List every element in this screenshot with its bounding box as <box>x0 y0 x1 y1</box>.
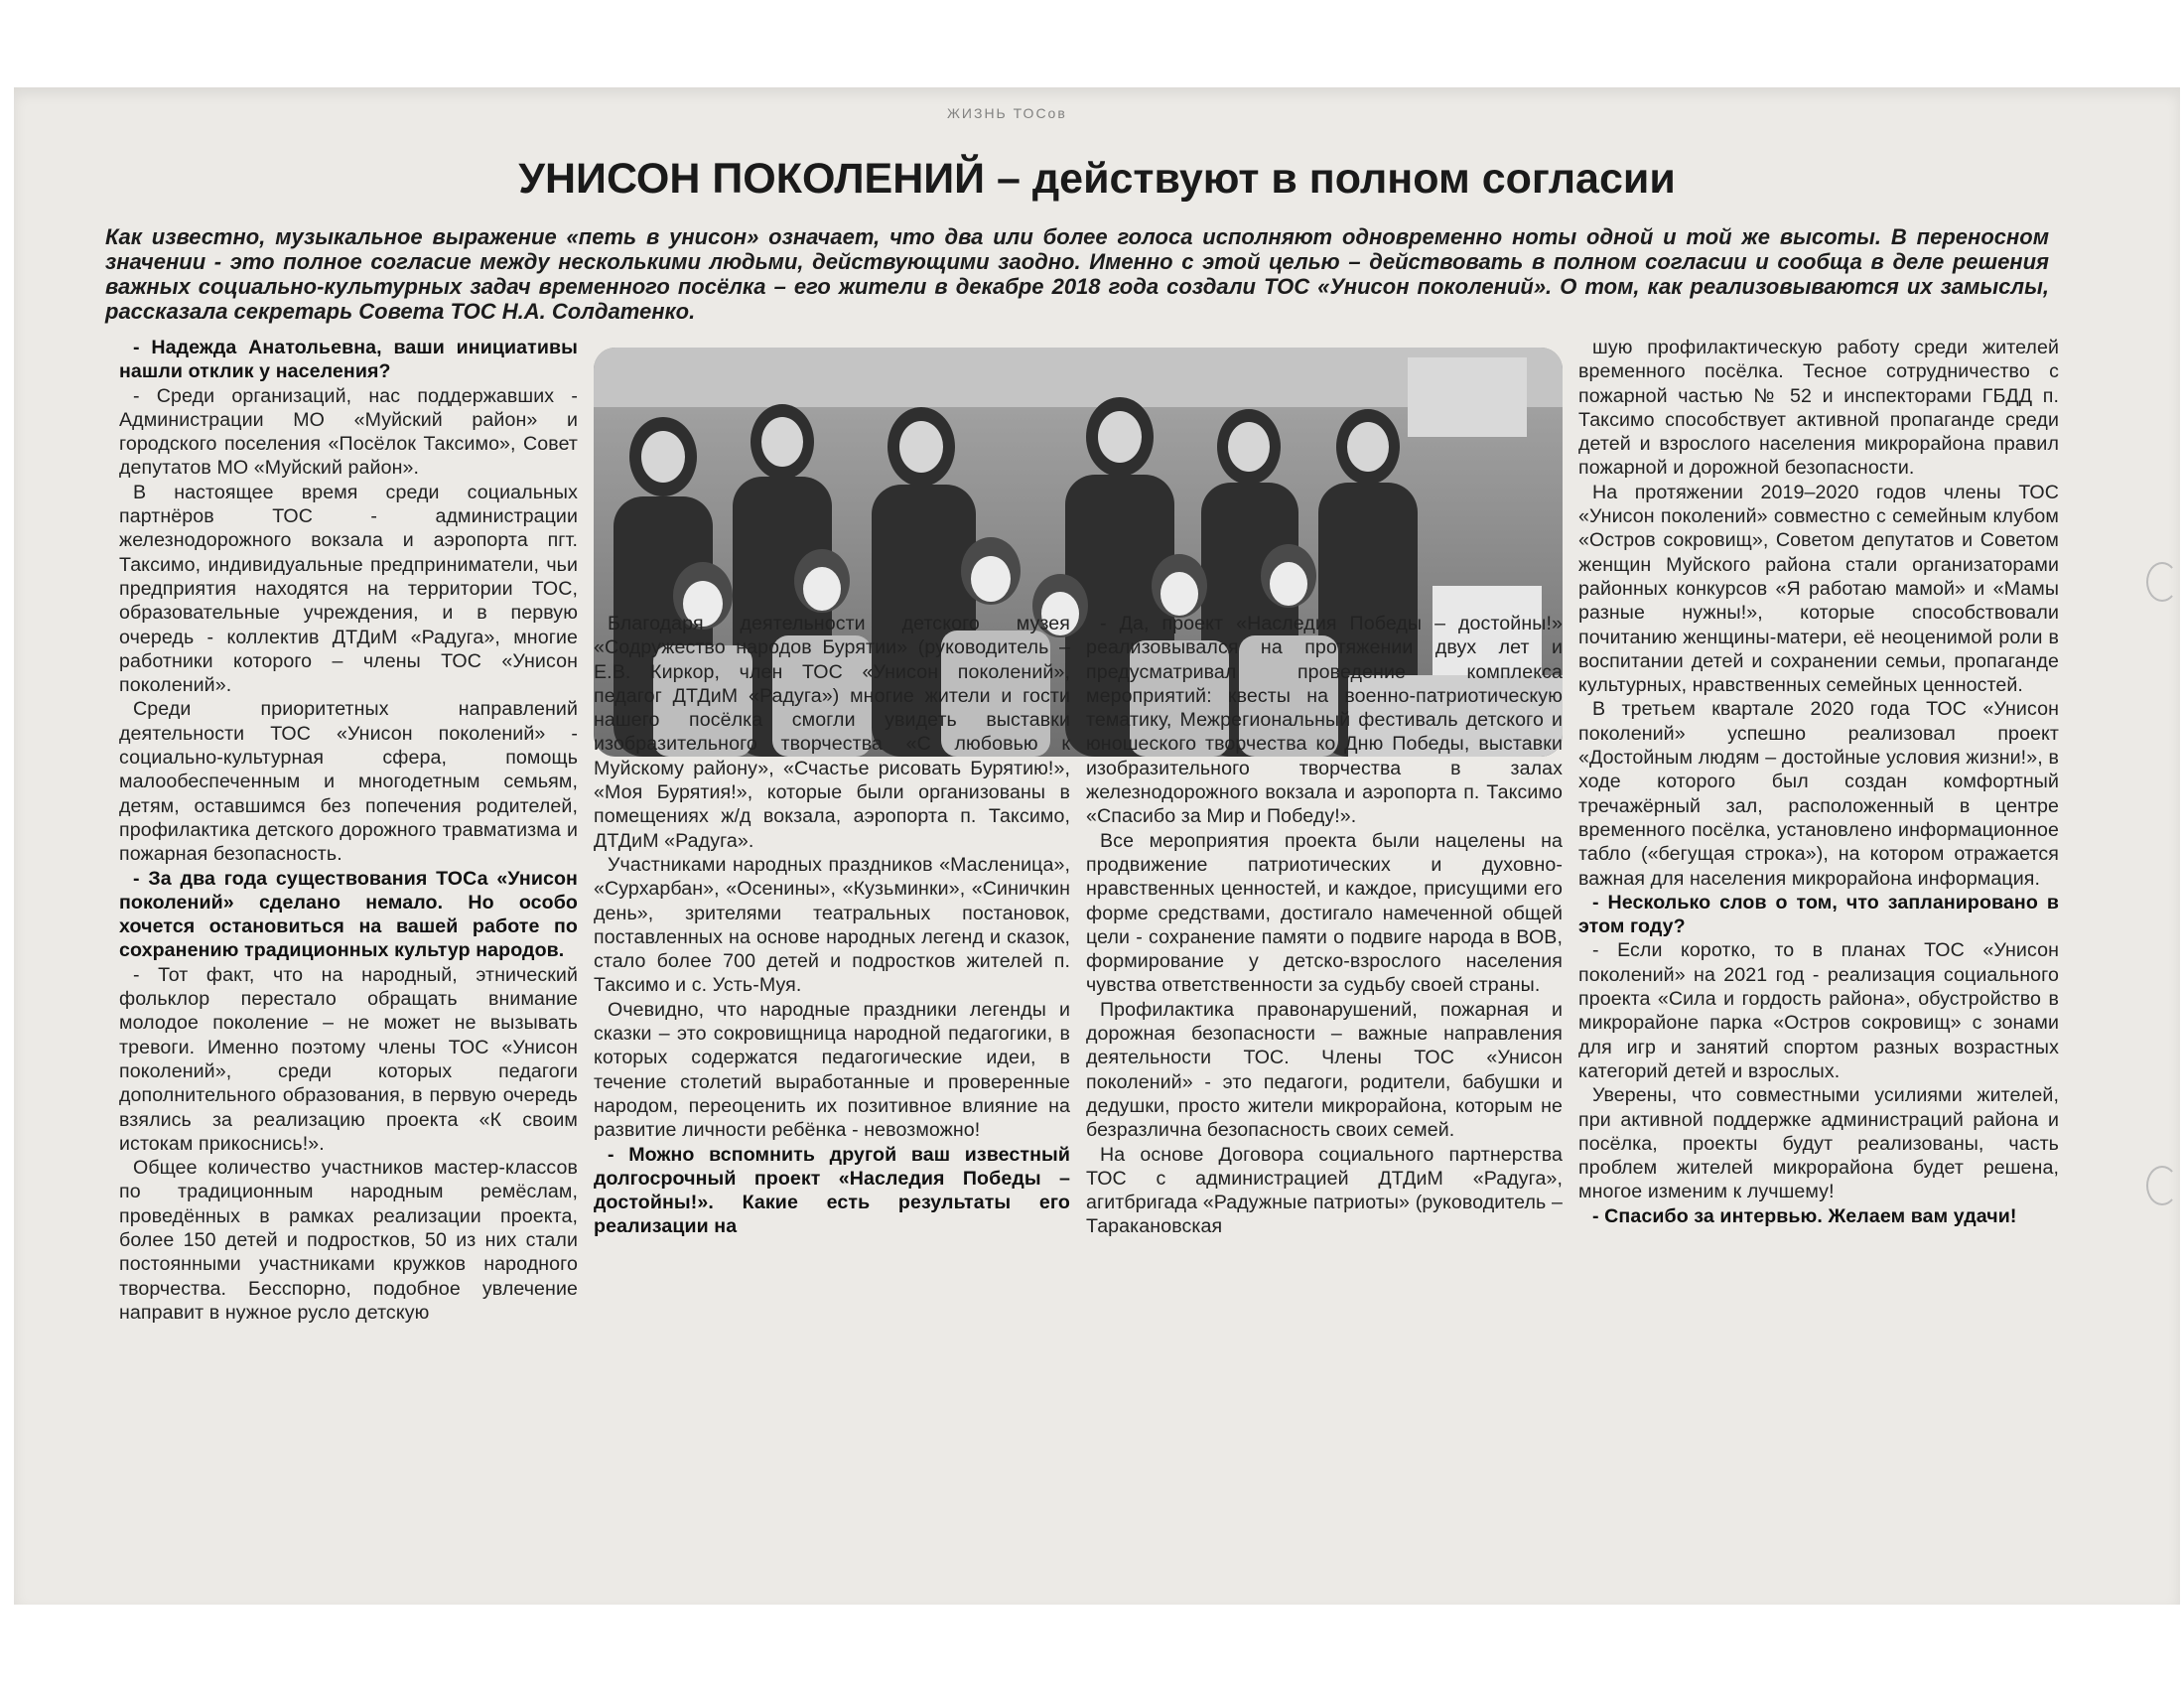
column-4 <box>1578 336 2059 1605</box>
article-paragraph: На протяжении 2019–2020 годов члены ТОС «Унисон поколений» совместно с семейным клубом «Остров сокровищ», Советом депутатов и Советом женщин Муйского района стали организаторами районных конкурсов «Я работаю мамой» и «Мамы разные нужны!», которые способствовали почитанию женщины-матери, её неоценимой роли в воспитании детей и сохранении семьи, пропаганде культурных, нравственных семейных ценностей. <box>1578 481 2059 697</box>
punch-hole-mark <box>2146 562 2178 602</box>
article-paragraph: - Да, проект «Наследия Победы – достойны!» реализовывался на протяжении двух лет и предусматривал проведение комплекса мероприятий: квесты на военно-патриотическую тематику, Межрегиональный фестиваль детского и юношеского творчества ко Дню Победы, выставки изобразительного творчества в залах железнодорожного вокзала и аэропорта п. Таксимо «Спасибо за Мир и Победу!». <box>1086 613 1563 828</box>
article-paragraph: Благодаря деятельности детского музея «Содружество народов Бурятии» (руководитель – Е.В. Киркор, член ТОС «Унисон поколений», педагог ДТДиМ «Радуга») многие жители и гости нашего посёлка смогли увидеть выставки изобразительного творчества «С любовью к Муйскому району», «Счастье рисовать Бурятию!», «Моя Бурятия!», которые были организованы в помещениях ж/д вокзала, аэропорта п. Таксимо, ДТДиМ «Радуга». <box>594 613 1070 852</box>
interview-question: - Несколько слов о том, что запланировано в этом году? <box>1578 891 2059 938</box>
interview-question: - За два года существования ТОСа «Унисон поколений» сделано немало. Но особо хочется остановиться на вашей работе по сохранению традиционных культур народов. <box>119 867 578 962</box>
article-paragraph: Профилактика правонарушений, пожарная и дорожная безопасности – важные направления деятельности ТОС. Члены ТОС «Унисон поколений» - это педагоги, родители, бабушки и дедушки, просто жители микрорайона, которым не безразлична безопасность своих семей. <box>1086 998 1563 1142</box>
article-lead: Как известно, музыкальное выражение «петь в унисон» означает, что два или более голоса исполняют одновременно ноты одной и той же высоты. В переносном значении - это полное согласие между несколькими людьми, действующими заодно. Именно с этой целью – действовать в полном согласии и сообща в деле решения важных социально-культурных задач временного посёлка – его жители в декабре 2018 года создали ТОС «Унисон поколений». О том, как реализовываются их замыслы, рассказала секретарь Совета ТОС Н.А. Солдатенко. <box>105 224 2049 324</box>
interview-question: - Спасибо за интервью. Желаем вам удачи! <box>1592 1204 2017 1227</box>
article-paragraph: В третьем квартале 2020 года ТОС «Унисон поколений» успешно реализовал проект «Достойным людям – достойные условия жизни!», в ходе которого был создан комфортный тречажёрный зал, расположенный в центре временного посёлка, установлено информационное табло («бегущая строка»), на котором отражается важная для населения микрорайона информация. <box>1578 698 2059 890</box>
article-paragraph: Общее количество участников мастер-классов по традиционным народным ремёслам, проведённых в рамках реализации проекта, более 150 детей и подростков, 50 из них стали постоянными участниками кружков народного творчества. Бесспорно, подобное увлечение направит в нужное русло детскую <box>119 1157 578 1324</box>
article-paragraph: Среди приоритетных направлений деятельности ТОС «Унисон поколений» - социально-культурная сфера, помощь малообеспеченным и многодетным семьям, детям, оставшимся без попечения родителей, профилактика детского дорожного травматизма и пожарная безопасность. <box>119 698 578 866</box>
article-paragraph: В настоящее время среди социальных партнёров ТОС - администрации железнодорожного вокзала и аэропорта пгт. Таксимо, индивидуальные предприниматели, чьи предприятия находятся на территории ТОС, образовательные учреждения, и в первую очередь - коллектив ДТДиМ «Радуга», многие работники которого – члены ТОС «Унисон поколений». <box>119 481 578 697</box>
article-paragraph: - Тот факт, что на народный, этнический фольклор перестало обращать внимание молодое поколение – не может не вызывать тревоги. Именно поэтому члены ТОС «Унисон поколений», среди которых педагоги дополнительного образования, в первую очередь взялись за реализацию проекта «К своим истокам прикоснись!». <box>119 963 578 1155</box>
interview-question: - Можно вспомнить другой ваш известный долгосрочный проект «Наследия Победы – достойны!». Какие есть результаты его реализации на <box>594 1143 1070 1238</box>
article-paragraph: Уверены, что совместными усилиями жителей, при активной поддержке администраций района и посёлка, проекты будут реализованы, часть проблем жителей микрорайона будет решена, многое изменим к лучшему! <box>1578 1084 2059 1203</box>
article-paragraph: шую профилактическую работу среди жителей временного посёлка. Тесное сотрудничество с пожарной частью № 52 и инспекторами ГБДД п. Таксимо способствует активной пропаганде среди детей и взрослого населения микрорайона правил пожарной и дорожной безопасности. <box>1578 337 2059 480</box>
article-paragraph: Очевидно, что народные праздники легенды и сказки – это сокровищница народной педагогики, в которых содержатся педагогические идеи, в течение столетий выработанные и проверенные народом, переоценить их позитивное влияние на развитие личности ребёнка - невозможно! <box>594 998 1070 1142</box>
interview-question: - Надежда Анатольевна, ваши инициативы нашли отклик у населения? <box>119 337 578 383</box>
article-paragraph: Участниками народных праздников «Масленица», «Сурхарбан», «Осенины», «Кузьминки», «Синичкин день», зрителями театральных постановок, поставленных на основе народных легенд и сказок, стало более 700 детей и подростков жителей п. Таксимо и с. Усть-Муя. <box>594 853 1070 997</box>
punch-hole-mark <box>2146 1166 2178 1205</box>
article-paragraph: - Если коротко, то в планах ТОС «Унисон поколений» на 2021 год - реализация социального проекта «Сила и гордость района», обустройство в микрорайоне парка «Остров сокровищ» с зонами для игр и занятий спортом разных возрастных категорий детей и взрослых. <box>1578 939 2059 1082</box>
column-1 <box>119 336 578 1605</box>
article-paragraph: - Среди организаций, нас поддержавших - Администрации МО «Муйский район» и городского поселения «Посёлок Таксимо», Совет депутатов МО «Муйский район». <box>119 384 578 480</box>
column-3 <box>1086 612 1563 1605</box>
running-head: ЖИЗНЬ ТОСов <box>947 105 1067 119</box>
column-2 <box>594 612 1070 1605</box>
article-headline: УНИСОН ПОКОЛЕНИЙ – действуют в полном согласии <box>518 155 1676 203</box>
article-paragraph: Все мероприятия проекта были нацелены на продвижение патриотических и духовно-нравственных ценностей, и каждое, присущими его форме средствами, достигало намеченной общей цели - сохранение памяти о подвиге народа в ВОВ, формирование у детско-взрослого населения чувства ответственности за судьбу своей страны. <box>1086 829 1563 997</box>
article-paragraph: На основе Договора социального партнерства ТОС с администрацией ДТДиМ «Радуга», агитбригада «Радужные патриоты» (руководитель – Таракановская <box>1086 1143 1563 1238</box>
newspaper-scan <box>14 87 2180 1605</box>
